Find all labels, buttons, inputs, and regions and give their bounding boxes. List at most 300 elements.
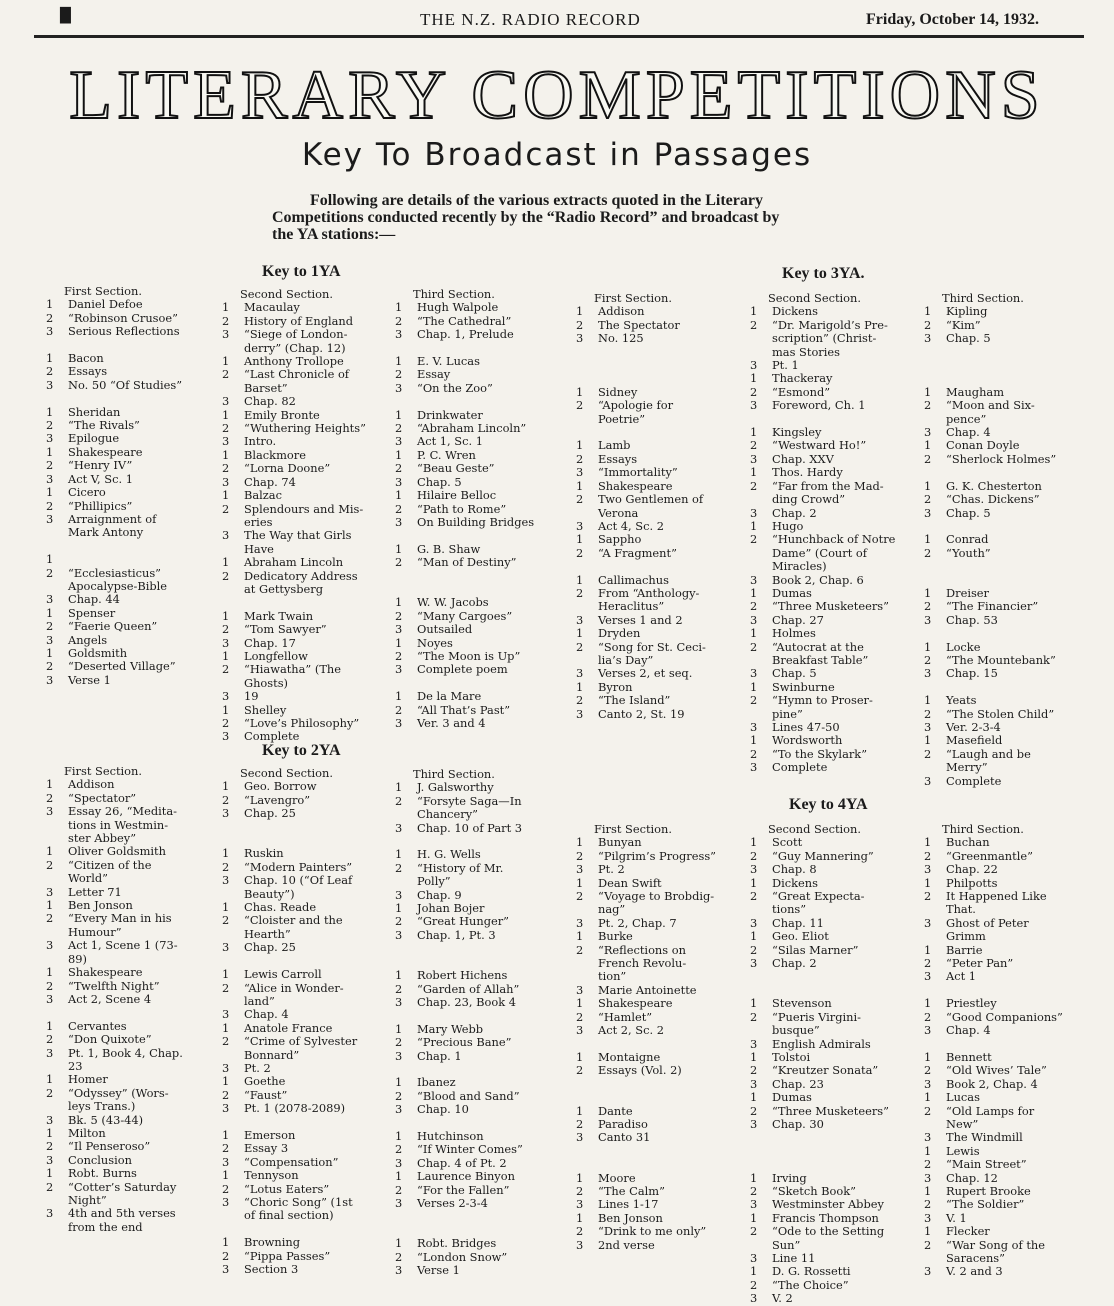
entry-text: “Guy Mannering” (772, 848, 874, 863)
entry-number (576, 1158, 598, 1171)
entry-text: “Pilgrim’s Progress” (598, 848, 716, 863)
entry-number: 2 (750, 599, 758, 614)
entry-number: 2 (222, 421, 230, 436)
entry-number (395, 1210, 417, 1223)
entry-text: Intro. (244, 434, 277, 449)
entry-number (750, 984, 772, 997)
entry-text: “Man of Destiny” (417, 555, 517, 570)
entry-text: Heraclitus” (598, 599, 665, 614)
entry-line (46, 953, 216, 966)
entry-line (222, 1049, 392, 1062)
entry-number: 1 (750, 518, 758, 533)
entry-line (924, 480, 1094, 493)
entry-text: Conan Doyle (946, 438, 1020, 453)
entry-number: 1 (222, 354, 230, 369)
entry-text: That. (946, 902, 976, 917)
entry-number: 2 (222, 313, 230, 328)
entry-number: 3 (576, 612, 584, 627)
entry-line (222, 888, 392, 901)
entry-text (417, 677, 565, 690)
entry-number: 2 (395, 702, 403, 717)
entry-text: Chap. 74 (244, 474, 296, 489)
entry-text: World” (68, 871, 108, 886)
entry-line (395, 301, 565, 314)
entry-line (222, 717, 392, 730)
entry-number: 1 (395, 968, 403, 983)
entry-line (395, 795, 565, 808)
entry-text: “The Cathedral” (417, 313, 512, 328)
entry-text: Ibanez (417, 1075, 456, 1090)
entry-line (924, 877, 1094, 890)
entry-number (395, 1224, 417, 1237)
entry-text: D. G. Rossetti (772, 1264, 851, 1279)
entry-line (924, 1091, 1094, 1104)
entry-number: 2 (46, 418, 54, 433)
entry-line (222, 1008, 392, 1021)
intro-line: Competitions conducted recently by the “Radio Record” and broadcast by (272, 209, 780, 226)
entry-line (395, 422, 565, 435)
entry-number: 2 (750, 942, 758, 957)
entry-text (417, 1210, 565, 1223)
entry-number: 3 (46, 938, 54, 953)
entry-number: 2 (924, 317, 932, 332)
entry-text: “Lotus Eaters” (244, 1181, 330, 1196)
entry-number: 3 (576, 1237, 584, 1252)
entry-number: 3 (46, 431, 54, 446)
entry-number (395, 808, 417, 821)
entry-text: “London Snow” (417, 1249, 508, 1264)
entry-text: nag” (598, 902, 626, 917)
entry-number (46, 926, 68, 939)
entry-line (924, 399, 1094, 412)
entry-number: 1 (46, 965, 54, 980)
entry-text: Bennett (946, 1049, 992, 1064)
entry-text: Act 2, Sc. 2 (598, 1023, 664, 1038)
entry-line (395, 462, 565, 475)
entry-number (924, 520, 946, 533)
entry-number (750, 1145, 772, 1158)
entry-line (750, 332, 920, 345)
entry-text: Hilaire Belloc (417, 488, 497, 503)
entry-line (46, 526, 216, 539)
entry-line (750, 439, 920, 452)
entry-text: W. W. Jacobs (417, 595, 489, 610)
entry-line (395, 862, 565, 875)
entry-number (395, 529, 417, 542)
entry-line (576, 1038, 746, 1051)
entry-line (750, 453, 920, 466)
entry-number: 1 (924, 835, 932, 850)
page-subtitle: Key To Broadcast in Passages (301, 137, 813, 173)
entry-line (395, 315, 565, 328)
entry-text: Maugham (946, 384, 1005, 399)
entry-number: 2 (395, 608, 403, 623)
entry-line (395, 835, 565, 848)
entry-number (46, 872, 68, 885)
entry-text: 23 (68, 1058, 83, 1073)
entry-line (750, 917, 920, 930)
entry-number: 2 (46, 498, 54, 513)
entry-number: 2 (750, 478, 758, 493)
entry-text: Chap. 10 (417, 1102, 469, 1117)
entry-number: 3 (924, 773, 932, 788)
entry-line (46, 805, 216, 818)
entry-text: P. C. Wren (417, 447, 476, 462)
entry-number: 2 (924, 398, 932, 413)
entry-number: 1 (924, 304, 932, 319)
entry-line (750, 587, 920, 600)
entry-line (46, 1087, 216, 1100)
entry-line (750, 836, 920, 849)
entry-text: leys Trans.) (68, 1099, 136, 1114)
entry-text (417, 1224, 565, 1237)
entry-number: 1 (46, 645, 54, 660)
entry-text: Chap. 12 (946, 1170, 998, 1185)
entry-text: Chap. 5 (417, 474, 462, 489)
entry-line (222, 1022, 392, 1035)
entry-line (750, 1172, 920, 1185)
entry-number: 2 (222, 792, 230, 807)
entry-text: V. 1 (946, 1210, 967, 1225)
entry-text: Dumas (772, 585, 812, 600)
entry-text: Chap. 8 (772, 862, 817, 877)
entry-number: 1 (222, 779, 230, 794)
entry-text: 4th and 5th verses (68, 1206, 176, 1221)
entry-number: 2 (395, 1142, 403, 1157)
entry-line (46, 473, 216, 486)
entry-line (576, 480, 746, 493)
entry-text: New” (946, 1116, 979, 1131)
entry-text: From “Anthology- (598, 585, 700, 600)
entry-text: Anthony Trollope (244, 354, 344, 369)
entry-text: Sidney (598, 384, 638, 399)
entry-line (924, 332, 1094, 345)
entry-text: Robt. Burns (68, 1166, 137, 1181)
entry-text: at Gettysberg (244, 581, 324, 596)
entry-line (924, 426, 1094, 439)
entry-text: The Way that Girls (244, 528, 352, 543)
entry-line (750, 1252, 920, 1265)
entry-text: Chap. 5 (772, 666, 817, 681)
entry-number: 1 (576, 1049, 584, 1064)
entry-line (395, 983, 565, 996)
entry-number (750, 1239, 772, 1252)
entry-line (576, 319, 746, 332)
entry-line (576, 984, 746, 997)
entry-line (395, 1210, 565, 1223)
entry-line (924, 1051, 1094, 1064)
key-1ya-third-section (395, 288, 565, 730)
entry-line (395, 516, 565, 529)
entry-number: 1 (395, 780, 403, 795)
entry-text: “Peter Pan” (946, 956, 1014, 971)
key-1ya-first-section (46, 285, 216, 687)
entry-number: 2 (924, 1197, 932, 1212)
entry-number (750, 547, 772, 560)
entry-number: 3 (222, 940, 230, 955)
entry-text: Moore (598, 1170, 636, 1185)
entry-text: Polly” (417, 874, 451, 889)
entry-number: 2 (924, 1157, 932, 1172)
entry-number: 2 (46, 1032, 54, 1047)
entry-text: Verona (598, 505, 639, 520)
entry-line (395, 368, 565, 381)
entry-line (750, 1118, 920, 1131)
entry-number: 1 (395, 595, 403, 610)
entry-number: 1 (46, 1166, 54, 1181)
key-4ya-title: Key to 4YA (789, 796, 868, 813)
entry-number: 1 (750, 465, 758, 480)
entry-line (750, 930, 920, 943)
entry-text (417, 835, 565, 848)
entry-number: 3 (924, 612, 932, 627)
entry-text: “Chas. Dickens” (946, 492, 1040, 507)
entry-number: 3 (222, 1262, 230, 1277)
entry-number: 3 (395, 380, 403, 395)
entry-text (598, 359, 746, 372)
entry-text (946, 560, 1094, 573)
entry-text: Westminster Abbey (772, 1197, 884, 1212)
entry-text (244, 955, 392, 968)
entry-line (924, 761, 1094, 774)
entry-number (46, 1060, 68, 1073)
entry-text: Longfellow (244, 648, 308, 663)
entry-number: 2 (750, 1277, 758, 1292)
entry-number: 3 (576, 1023, 584, 1038)
entry-number: 2 (924, 652, 932, 667)
entry-number: 3 (750, 1291, 758, 1306)
entry-number (395, 1117, 417, 1130)
entry-text: Lines 1-17 (598, 1197, 659, 1212)
entry-text: tions in Westmin- (68, 817, 169, 832)
entry-line (222, 690, 392, 703)
entry-number (924, 1252, 946, 1265)
entry-line (222, 663, 392, 676)
entry-line (750, 681, 920, 694)
entry-line (924, 1131, 1094, 1144)
entry-line (750, 1145, 920, 1158)
entry-line (924, 1212, 1094, 1225)
entry-text: Swinburne (772, 679, 835, 694)
entry-line (750, 1024, 920, 1037)
entry-number: 2 (750, 693, 758, 708)
entry-line (395, 1264, 565, 1277)
entry-text: “Precious Bane” (417, 1035, 512, 1050)
entry-line (576, 507, 746, 520)
entry-text: “Moon and Six- (946, 398, 1035, 413)
entry-number (46, 540, 68, 553)
entry-number (395, 677, 417, 690)
entry-line (924, 917, 1094, 930)
entry-text: Shelley (244, 702, 287, 717)
entry-number: 1 (924, 532, 932, 547)
entry-text: “Autocrat at the (772, 639, 864, 654)
entry-line (576, 863, 746, 876)
entry-number: 3 (924, 1130, 932, 1145)
entry-number: 1 (46, 404, 54, 419)
entry-line (395, 1063, 565, 1076)
entry-line (750, 997, 920, 1010)
entry-number: 2 (222, 1034, 230, 1049)
entry-line (222, 1183, 392, 1196)
entry-text: “Forsyte Saga—In (417, 793, 522, 808)
entry-number: 1 (924, 1224, 932, 1239)
entry-line (576, 917, 746, 930)
entry-text: Pt. 1 (772, 358, 799, 373)
entry-text: Tolstoi (772, 1049, 811, 1064)
entry-text (946, 984, 1094, 997)
entry-number: 3 (750, 666, 758, 681)
entry-number: 1 (395, 1075, 403, 1090)
entry-number: 1 (46, 898, 54, 913)
entry-text: Addison (68, 777, 115, 792)
entry-number: 2 (222, 1181, 230, 1196)
entry-text: “Pippa Passes” (244, 1248, 331, 1263)
entry-line (576, 520, 746, 533)
entry-number (576, 507, 598, 520)
entry-number: 3 (395, 1102, 403, 1117)
entry-line (395, 781, 565, 794)
entry-line (576, 957, 746, 970)
ornament-icon: █ (60, 8, 71, 24)
entry-line (576, 560, 746, 573)
entry-line (924, 734, 1094, 747)
entry-number: 1 (395, 901, 403, 916)
entry-text (244, 1223, 392, 1236)
entry-line (46, 1033, 216, 1046)
entry-number (924, 574, 946, 587)
entry-line (222, 596, 392, 609)
entry-number: 1 (750, 733, 758, 748)
entry-line (924, 1225, 1094, 1238)
entry-line (750, 877, 920, 890)
entry-line (395, 889, 565, 902)
entry-text: “Reflections on (598, 942, 686, 957)
entry-line (750, 1212, 920, 1225)
entry-number: 3 (222, 327, 230, 342)
entry-line (222, 968, 392, 981)
entry-text (417, 1117, 565, 1130)
entry-line (222, 395, 392, 408)
entry-line (750, 319, 920, 332)
entry-line (924, 507, 1094, 520)
entry-text: G. K. Chesterton (946, 478, 1042, 493)
entry-line (750, 641, 920, 654)
running-header (0, 0, 1114, 36)
entry-number (222, 516, 244, 529)
entry-line (395, 1251, 565, 1264)
entry-text (598, 1091, 746, 1104)
entry-text: Complete (244, 729, 300, 744)
entry-line (222, 462, 392, 475)
entry-number: 3 (46, 1045, 54, 1060)
entry-line (924, 836, 1094, 849)
entry-line (576, 944, 746, 957)
entry-line (576, 1198, 746, 1211)
entry-line (924, 903, 1094, 916)
entry-text: Lewis (946, 1143, 980, 1158)
entry-line (750, 970, 920, 983)
entry-text: Chancery” (417, 807, 479, 822)
entry-line (395, 902, 565, 915)
entry-number (924, 761, 946, 774)
entry-text: Flecker (946, 1224, 990, 1239)
entry-text: Chap. 30 (772, 1116, 824, 1131)
entry-number: 1 (222, 1020, 230, 1035)
entry-text: “Faust” (244, 1087, 288, 1102)
entry-number (576, 1091, 598, 1104)
entry-number: 2 (46, 310, 54, 325)
entry-line (750, 761, 920, 774)
entry-text: Barrie (946, 942, 983, 957)
entry-text: “Hamlet” (598, 1009, 653, 1024)
entry-text: No. 125 (598, 331, 644, 346)
entry-text: Poetrie” (598, 411, 646, 426)
entry-text: Act 1, Scene 1 (73- (68, 938, 178, 953)
entry-number: 2 (576, 693, 584, 708)
entry-number (222, 596, 244, 609)
entry-number: 3 (395, 434, 403, 449)
entry-number: 1 (750, 425, 758, 440)
entry-line (750, 984, 920, 997)
entry-text: Complete (946, 773, 1002, 788)
entry-text (598, 346, 746, 359)
entry-number: 3 (750, 398, 758, 413)
entry-line (395, 1090, 565, 1103)
entry-text: “Beau Geste” (417, 461, 495, 476)
entry-number: 1 (222, 300, 230, 315)
entry-text: Shakespeare (598, 478, 673, 493)
entry-line (924, 614, 1094, 627)
entry-text: Ver. 2-3-4 (946, 720, 1001, 734)
entry-text: Chap. 82 (244, 394, 296, 409)
entry-text: tion” (598, 969, 627, 984)
entry-line (750, 654, 920, 667)
entry-line (576, 877, 746, 890)
entry-line (222, 368, 392, 381)
entry-text: Verses 2-3-4 (417, 1196, 488, 1210)
entry-text (946, 372, 1094, 385)
entry-line (395, 1050, 565, 1063)
entry-line (395, 503, 565, 516)
entry-line (576, 1212, 746, 1225)
entry-line (395, 663, 565, 676)
entry-text (946, 520, 1094, 533)
entry-line (222, 529, 392, 542)
entry-text: Macaulay (244, 300, 300, 315)
entry-number: 3 (576, 862, 584, 877)
entry-text: “Pueris Virgini- (772, 1009, 861, 1024)
entry-number: 3 (750, 358, 758, 373)
entry-line (46, 419, 216, 432)
entry-number: 3 (46, 804, 54, 819)
entry-text: Bonnard” (244, 1047, 300, 1062)
entry-number (924, 930, 946, 943)
entry-text: Buchan (946, 835, 990, 850)
entry-number (576, 1038, 598, 1051)
entry-number: 1 (576, 304, 584, 319)
entry-number (924, 627, 946, 640)
entry-text: It Happened Like (946, 889, 1047, 904)
entry-text: “Laugh and be (946, 746, 1031, 761)
entry-line (576, 667, 746, 680)
entry-text: Drinkwater (417, 407, 483, 422)
entry-text: Chap. 4 (244, 1007, 289, 1022)
entry-text: Night” (68, 1193, 107, 1207)
entry-number: 1 (395, 407, 403, 422)
entry-text: Dame” (Court of (772, 545, 867, 560)
entry-line (576, 836, 746, 849)
